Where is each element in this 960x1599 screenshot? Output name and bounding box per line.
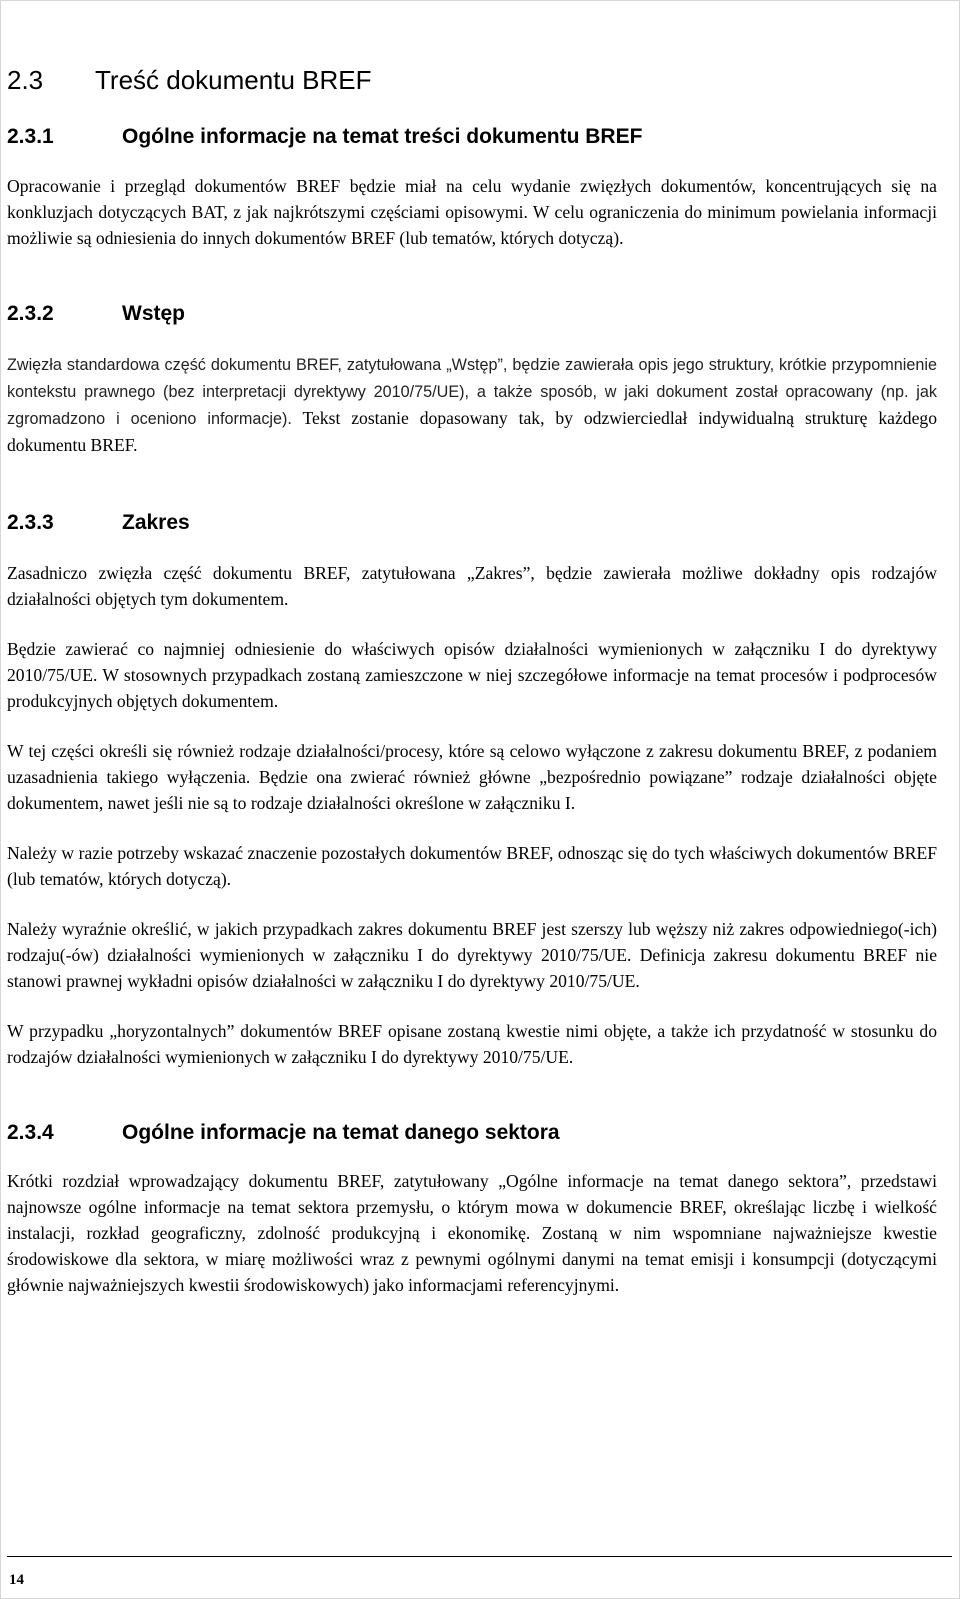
paragraph: Opracowanie i przegląd dokumentów BREF będzie miał na celu wydanie zwięzłych dokumentów, koncentrujących się na konkluzjach dotyczących BAT, z jak najkrótszymi częściami opisowymi. W celu ograniczenia do minimum powielania informacji możliwie są odniesienia do innych dokumentów BREF (lub tematów, których dotyczą).: [7, 176, 937, 248]
section-number: 2.3: [7, 65, 44, 95]
paragraph: Krótki rozdział wprowadzający dokumentu BREF, zatytułowany „Ogólne informacje na temat danego sektora”, przedstawi najnowsze ogólne informacje na temat sektora przemysłu, o którym mowa w dokumencie BREF, określając liczbę i wielkość instalacji, rozkład geograficzny, zdolność produkcyjną i ekonomikę. Zostaną w nim wspomniane najważniejsze kwestie środowiskowe dla sektora, w miarę możliwości wraz z pewnymi ogólnymi danymi na temat emisji i konsumpcji (dotyczącymi głównie najważniejszych kwestii środowiskowych) jako informacjami referencyjnymi.: [7, 1171, 937, 1295]
section-title: Treść dokumentu BREF: [95, 65, 372, 95]
paragraph-part: Tekst zostanie dopasowany tak, by odzwierciedlał indywidualną strukturę każdego dokumentu BREF.: [7, 408, 937, 455]
subsection-title: Zakres: [122, 511, 190, 534]
paragraph: W przypadku „horyzontalnych” dokumentów BREF opisane zostaną kwestie nimi objęte, a także ich przydatność w stosunku do rodzajów działalności wymienionych w załączniku I do dyrektywy 2010/75/UE.: [7, 1021, 937, 1067]
subsection-heading-2-3-1: [7, 122, 937, 152]
paragraph: Będzie zawierać co najmniej odniesienie do właściwych opisów działalności wymienionych w załączniku I do dyrektywy 2010/75/UE. W stosownych przypadkach zostaną zamieszczone w niej szczegółowe informacje na temat procesów i podprocesów produkcyjnych objętych dokumentem.: [7, 639, 937, 711]
subsection-heading-2-3-3: [7, 508, 937, 538]
subsection-number: 2.3.1: [7, 125, 54, 148]
paragraph: [7, 351, 937, 458]
page-number: 14: [9, 1572, 24, 1588]
paragraph-part: Zwięzła standardowa część dokumentu BREF, zatytułowana „Wstęp”, będzie zawierała opis jego struktury, krótkie przypomnienie kontekstu prawnego (bez interpretacji dyrektywy 2010/75/UE), a także sposób, w jaki dokument został opracowany (np. jak zgromadzono i oceniono informacje).: [7, 356, 937, 428]
subsection-title: Ogólne informacje na temat treści dokumentu BREF: [122, 125, 643, 148]
section-heading: [7, 60, 937, 100]
subsection-heading-2-3-4: [7, 1118, 937, 1148]
subsection-number: 2.3.3: [7, 511, 54, 534]
paragraph: W tej części określi się również rodzaje działalności/procesy, które są celowo wyłączone z zakresu dokumentu BREF, z podaniem uzasadnienia takiego wyłączenia. Będzie ona zwierać również główne „bezpośrednio powiązane” rodzaje działalności objęte dokumentem, nawet jeśli nie są to rodzaje działalności określone w załączniku I.: [7, 741, 937, 813]
subsection-heading-2-3-2: [7, 299, 937, 329]
subsection-title: Ogólne informacje na temat danego sektora: [122, 1121, 560, 1144]
subsection-number: 2.3.2: [7, 302, 54, 325]
paragraph: Należy w razie potrzeby wskazać znaczenie pozostałych dokumentów BREF, odnosząc się do tych właściwych dokumentów BREF (lub tematów, których dotyczą).: [7, 843, 937, 889]
subsection-title: Wstęp: [122, 302, 185, 325]
paragraph: Należy wyraźnie określić, w jakich przypadkach zakres dokumentu BREF jest szerszy lub węższy niż zakres odpowiedniego(-ich) rodzaju(-ów) działalności wymienionych w załączniku I do dyrektywy 2010/75/UE. Definicja zakresu dokumentu BREF nie stanowi prawnej wykładni opisów działalności w załączniku I do dyrektywy 2010/75/UE.: [7, 919, 937, 991]
document-body: [7, 60, 937, 1298]
footer-rule: [7, 1556, 952, 1557]
subsection-number: 2.3.4: [7, 1121, 54, 1144]
paragraph: Zasadniczo zwięzła część dokumentu BREF, zatytułowana „Zakres”, będzie zawierała możliwe dokładny opis rodzajów działalności objętych tym dokumentem.: [7, 563, 937, 609]
